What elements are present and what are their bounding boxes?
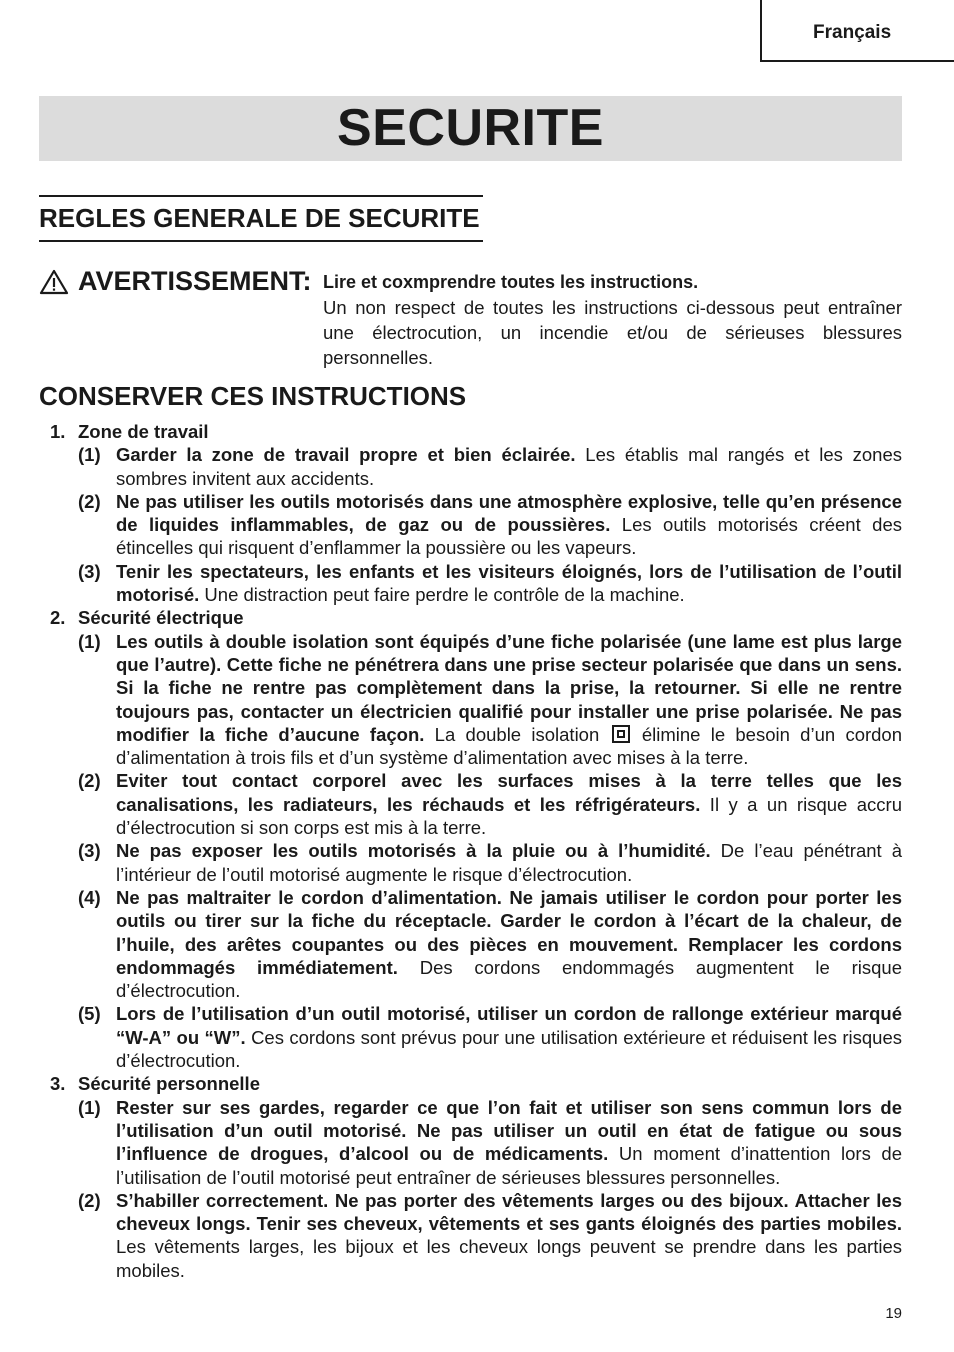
section-electrical-safety [50, 606, 902, 1072]
warning-body: Un non respect de toutes les instructions ci-dessous peut entraîner une électrocution, un incendie et/ou de sérieuses blessures personnelles. [323, 297, 902, 368]
title-band [39, 96, 902, 161]
section-work-area [50, 420, 902, 606]
section-heading-1: 1. Zone de travail [50, 421, 209, 442]
conserver-heading: CONSERVER CES INSTRUCTIONS [39, 381, 467, 411]
list-item: (1) Les outils à double isolation sont équipés d’une fiche polarisée (une lame est plus large que l’autre). Cette fiche ne pénétrera dans une prise secteur polarisée que dans un sens. Si la fiche ne rentre pas complètement dans la prise, la retourner. Si elle ne rentre toujours pas, contacter un électricien qualifié pour installer une prise polarisée. Ne pas modifier la fiche d’aucune façon. La double isolation élimine le besoin d’un cordon d’alimentation à trois fils et d’un système d’alimentation avec mises à la terre. [78, 630, 903, 769]
language-label: Français [813, 22, 892, 43]
safety-rules-list [50, 420, 902, 1282]
warning-label: AVERTISSEMENT: [78, 266, 312, 296]
list-item: (2) Ne pas utiliser les outils motorisés dans une atmosphère explosive, telle qu’en présence de liquides inflammables, de gaz ou de poussières. Les outils motorisés créent des étincelles qui risquent d’enflammer la poussière ou les vapeurs. [78, 490, 902, 559]
page-number: 19 [885, 1305, 902, 1322]
section-heading-3: 3. Sécurité personnelle [50, 1073, 260, 1095]
language-tab [760, 0, 954, 62]
warning-text-block [323, 270, 902, 370]
list-item: (2) Eviter tout contact corporel avec les surfaces mises à la terre telles que les canalisations, les radiateurs, les réchauds et les réfrigérateurs. Il y a un risque accru d’électrocution si son corps est mis à la terre. [78, 770, 903, 839]
list-item: (2) S’habiller correctement. Ne pas porter des vêtements larges ou des bijoux. Attacher les cheveux longs. Tenir ses cheveux, vêtements et ses gants éloignés des parties mobiles. Les vêtements larges, les bijoux et les cheveux longs peuvent se prendre dans les parties mobiles. [78, 1189, 902, 1281]
section-heading-2: 2. Sécurité électrique [50, 607, 244, 629]
section-heading: REGLES GENERALE DE SECURITE [39, 195, 483, 242]
page-title: SECURITE [337, 99, 604, 157]
list-item: (5) Lors de l’utilisation d’un outil motorisé, utiliser un cordon de rallonge extérieur marqué “W-A” ou “W”. Ces cordons sont prévus pour une utilisation extérieure et réduisent les risques d’électrocution. [78, 1003, 902, 1072]
list-item: (1) Garder la zone de travail propre et bien éclairée. Les établis mal rangés et les zones sombres invitent aux accidents. [78, 444, 902, 489]
list-item: (4) Ne pas maltraiter le cordon d’alimentation. Ne jamais utiliser le cordon pour porter les outils ou tirer sur la fiche du réceptacle. Garder le cordon à l’écart de la chaleur, de l’huile, des arêtes coupantes ou des pièces en mouvement. Remplacer les cordons endommagés immédiatement. Des cordons endommagés augmentent le risque d’électrocution. [78, 886, 902, 1002]
list-item: (3) Ne pas exposer les outils motorisés à la pluie ou à l’humidité. De l’eau pénétrant à l’intérieur de l’outil motorisé augmente le risque d’électrocution. [78, 840, 902, 885]
warning-triangle-icon [39, 269, 69, 295]
list-item: (3) Tenir les spectateurs, les enfants et les visiteurs éloignés, lors de l’utilisation de l’outil motorisé. Une distraction peut faire perdre le contrôle de la machine. [78, 560, 902, 606]
section-personal-safety [50, 1072, 902, 1282]
double-insulation-icon [612, 725, 630, 743]
list-item: (1) Rester sur ses gardes, regarder ce que l’on fait et utiliser son sens commun lors de l’utilisation d’un outil motorisé. Ne pas utiliser un outil en état de fatigue ou sous l’influence de drogues, d’alcool ou de médicaments. Un moment d’inattention lors de l’utilisation de l’outil motorisé peut entraîner de sérieuses blessures personnelles. [78, 1096, 902, 1188]
warning-lead: Lire et coxmprendre toutes les instructions. [323, 272, 699, 292]
